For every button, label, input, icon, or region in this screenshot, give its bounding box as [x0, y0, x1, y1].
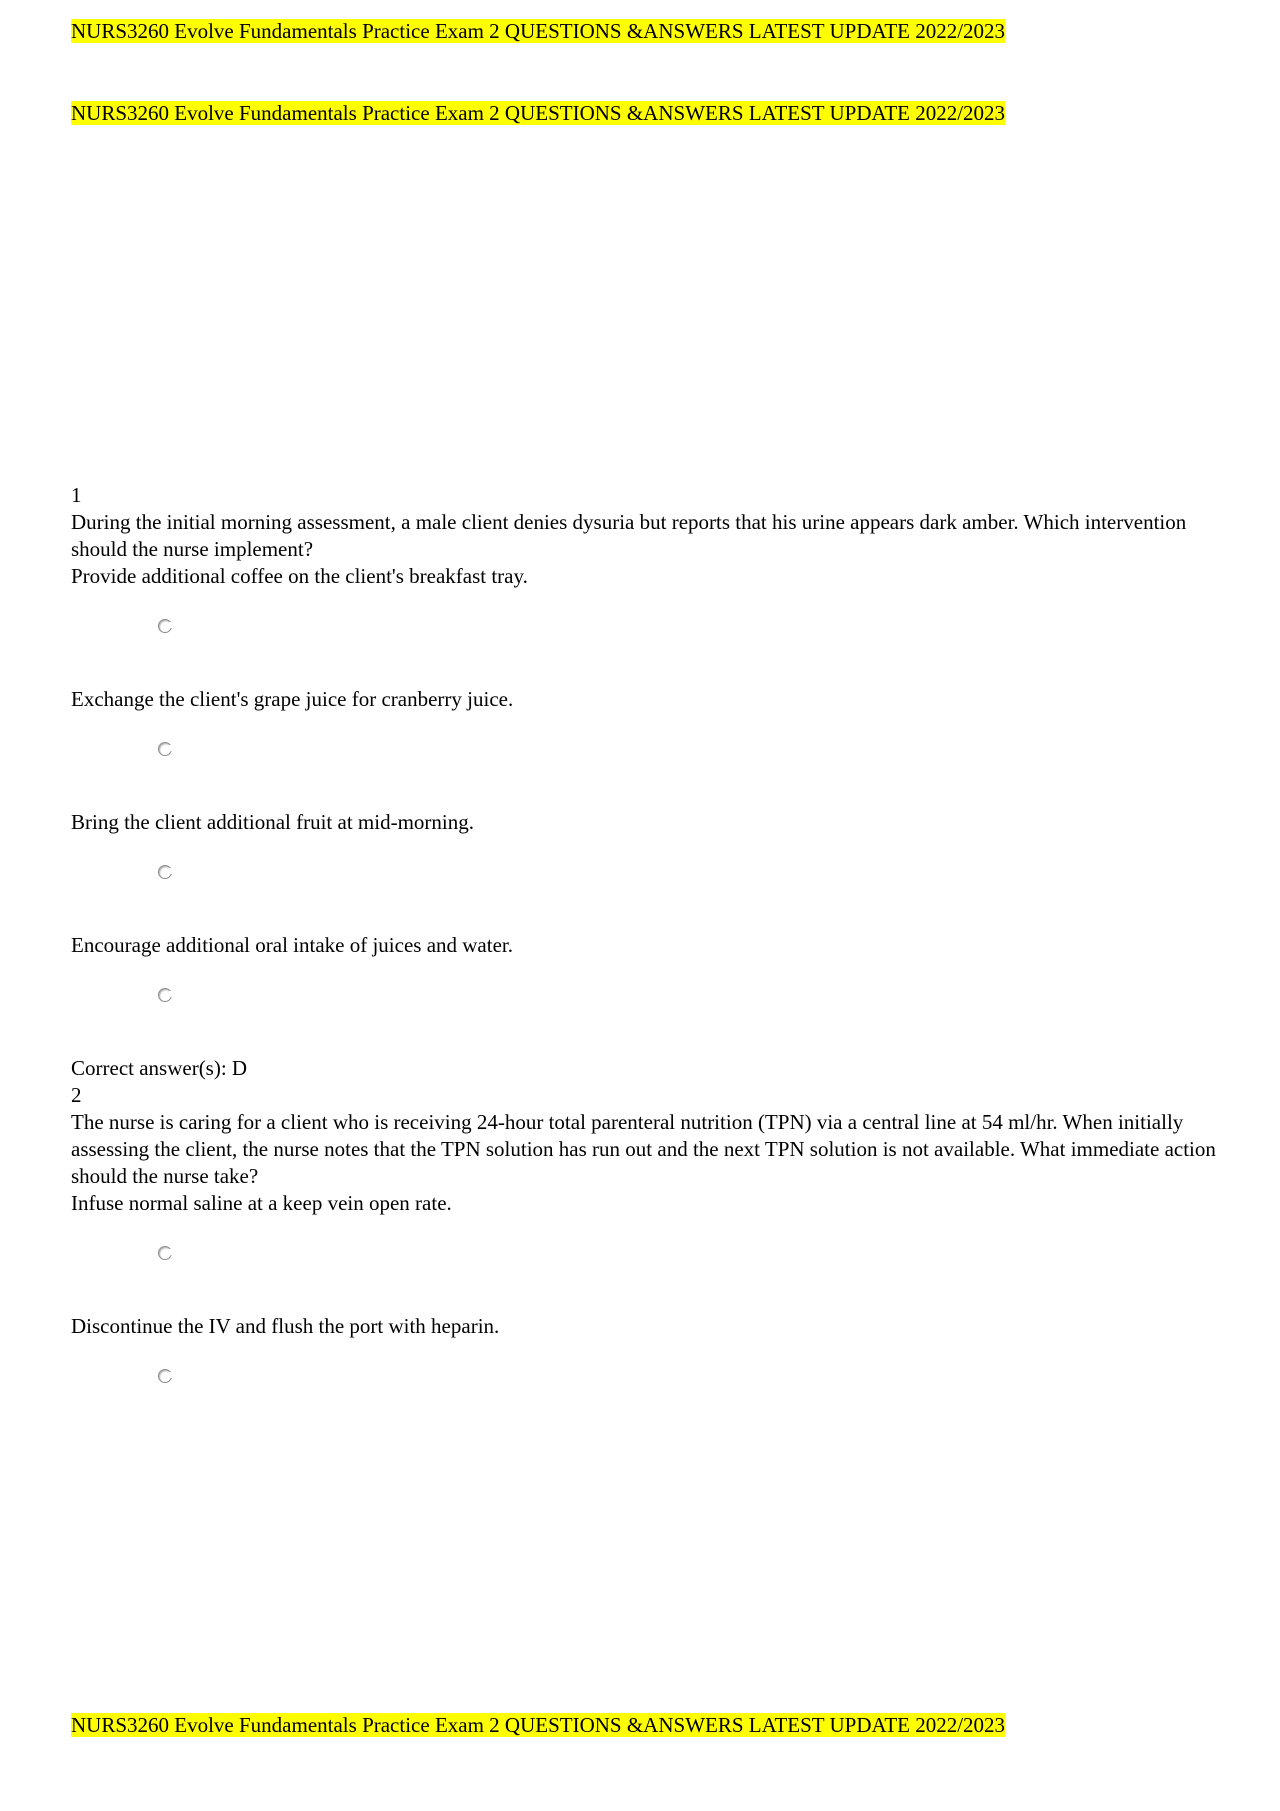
exam-content — [71, 482, 1221, 1436]
option-b — [71, 713, 1221, 809]
radio-button-a[interactable] — [158, 1246, 172, 1260]
page-header-2 — [71, 100, 1005, 127]
question-text: The nurse is caring for a client who is receiving 24-hour total parenteral nutrition (TPN) via a central line at 54 ml/hr. When initially assessing the client, the nurse notes that the TPN solution has run out and the next TPN solution is not available. What immediate action should the nurse take? — [71, 1110, 1216, 1188]
option-b-label: Exchange the client's grape juice for cranberry juice. — [71, 687, 514, 711]
header-title: NURS3260 Evolve Fundamentals Practice Exam 2 QUESTIONS &ANSWERS LATEST UPDATE 2022/2023 — [71, 19, 1006, 43]
question-number: 2 — [71, 1083, 82, 1107]
question-2 — [71, 1082, 1221, 1436]
page-header-1 — [71, 18, 1005, 45]
radio-button-b[interactable] — [158, 1369, 172, 1383]
option-b-label: Discontinue the IV and flush the port with heparin. — [71, 1314, 500, 1338]
footer-title: NURS3260 Evolve Fundamentals Practice Exam 2 QUESTIONS &ANSWERS LATEST UPDATE 2022/2023 — [71, 1713, 1006, 1737]
radio-button-d[interactable] — [158, 988, 172, 1002]
header-title: NURS3260 Evolve Fundamentals Practice Exam 2 QUESTIONS &ANSWERS LATEST UPDATE 2022/2023 — [71, 101, 1006, 125]
option-c-label: Bring the client additional fruit at mid-morning. — [71, 810, 474, 834]
correct-answer: Correct answer(s): D — [71, 1056, 248, 1080]
option-a-label: Infuse normal saline at a keep vein open rate. — [71, 1191, 452, 1215]
option-a-label: Provide additional coffee on the client's breakfast tray. — [71, 564, 528, 588]
radio-button-c[interactable] — [158, 865, 172, 879]
question-1 — [71, 482, 1221, 1082]
option-c — [71, 836, 1221, 932]
option-a — [71, 1217, 1221, 1313]
option-d — [71, 959, 1221, 1055]
question-text: During the initial morning assessment, a male client denies dysuria but reports that his urine appears dark amber. Which intervention should the nurse implement? — [71, 510, 1187, 561]
page-footer — [71, 1712, 1005, 1739]
option-a — [71, 590, 1221, 686]
option-b — [71, 1340, 1221, 1436]
option-d-label: Encourage additional oral intake of juices and water. — [71, 933, 513, 957]
radio-button-a[interactable] — [158, 619, 172, 633]
radio-button-b[interactable] — [158, 742, 172, 756]
question-number: 1 — [71, 483, 82, 507]
